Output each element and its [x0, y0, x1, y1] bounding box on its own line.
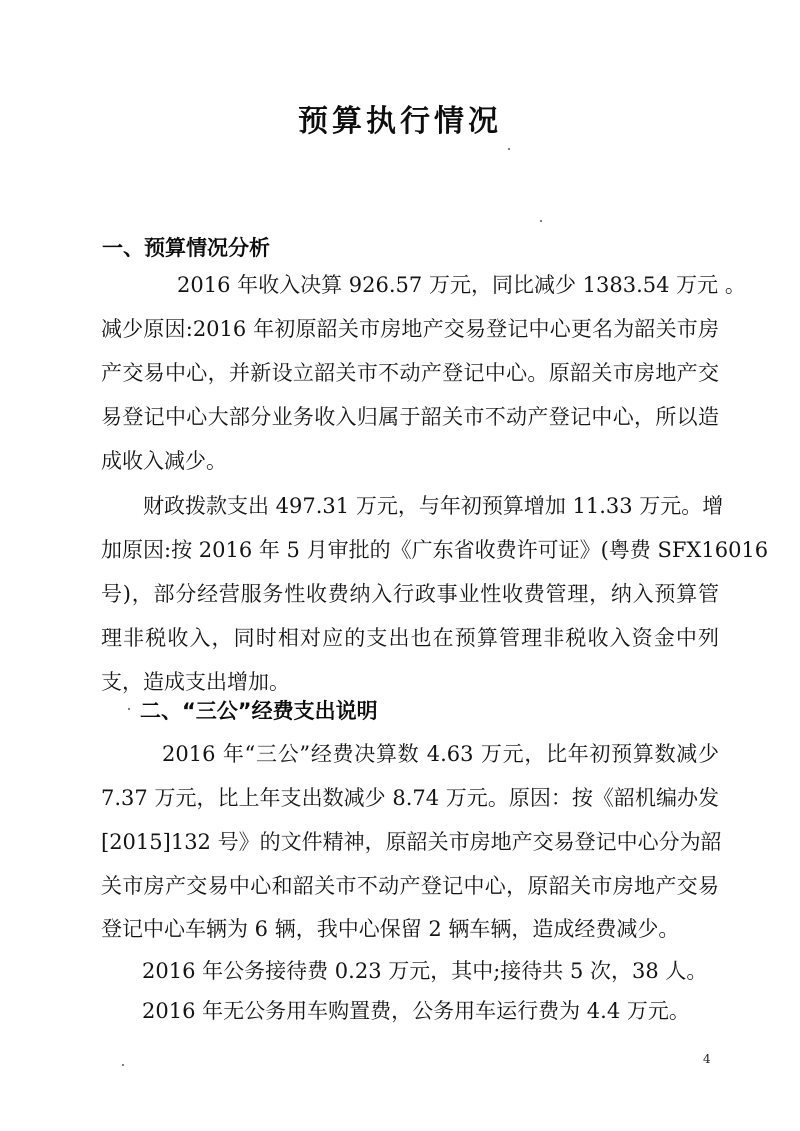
- section2-line-4: 关市房产交易中心和韶关市不动产登记中心，原韶关市房地产交易: [101, 874, 719, 898]
- section2-line-2: 7.37 万元，比上年支出数减少 8.74 万元。原因：按《韶机编办发: [101, 786, 719, 810]
- section1-line-1: 2016 年收入决算 926.57 万元，同比减少 1383.54 万元 。: [177, 273, 746, 297]
- section1-line-9: 理非税收入，同时相对应的支出也在预算管理非税收入资金中列: [101, 626, 719, 650]
- section1-line-5: 成收入减少。: [101, 449, 227, 473]
- scan-speck: [540, 220, 542, 222]
- section2-line-6: 2016 年公务接待费 0.23 万元，其中;接待共 5 次，38 人。: [142, 959, 708, 983]
- section1-line-10: 支，造成支出增加。: [101, 670, 290, 694]
- section1-heading: 一、预算情况分析: [102, 236, 270, 260]
- section2-line-3: [2015]132 号》的文件精神，原韶关市房地产交易登记中心分为韶: [101, 830, 722, 854]
- scan-speck: [122, 1064, 124, 1066]
- scan-speck: [508, 148, 510, 150]
- section2-line-7: 2016 年无公务用车购置费，公务用车运行费为 4.4 万元。: [142, 999, 690, 1023]
- section1-line-7: 加原因:按 2016 年 5 月审批的《广东省收费许可证》(粤费 SFX16016: [101, 538, 769, 562]
- section1-line-3: 产交易中心，并新设立韶关市不动产登记中心。原韶关市房地产交: [101, 361, 719, 385]
- section1-line-2: 减少原因:2016 年初原韶关市房地产交易登记中心更名为韶关市房: [101, 317, 719, 341]
- section2-line-5: 登记中心车辆为 6 辆，我中心保留 2 辆车辆，造成经费减少。: [101, 917, 680, 941]
- page-title: 预算执行情况: [298, 104, 502, 139]
- section1-line-4: 易登记中心大部分业务收入归属于韶关市不动产登记中心，所以造: [101, 405, 719, 429]
- section2-line-1: 2016 年“三公”经费决算数 4.63 万元，比年初预算数减少: [162, 742, 719, 766]
- page-number: 4: [703, 1052, 711, 1066]
- section1-line-8: 号)，部分经营服务性收费纳入行政事业性收费管理，纳入预算管: [101, 582, 719, 606]
- section2-heading: 二、“三公”经费支出说明: [140, 699, 378, 723]
- section1-line-6: 财政拨款支出 497.31 万元，与年初预算增加 11.33 万元。增: [143, 494, 724, 518]
- scan-speck: [128, 708, 130, 710]
